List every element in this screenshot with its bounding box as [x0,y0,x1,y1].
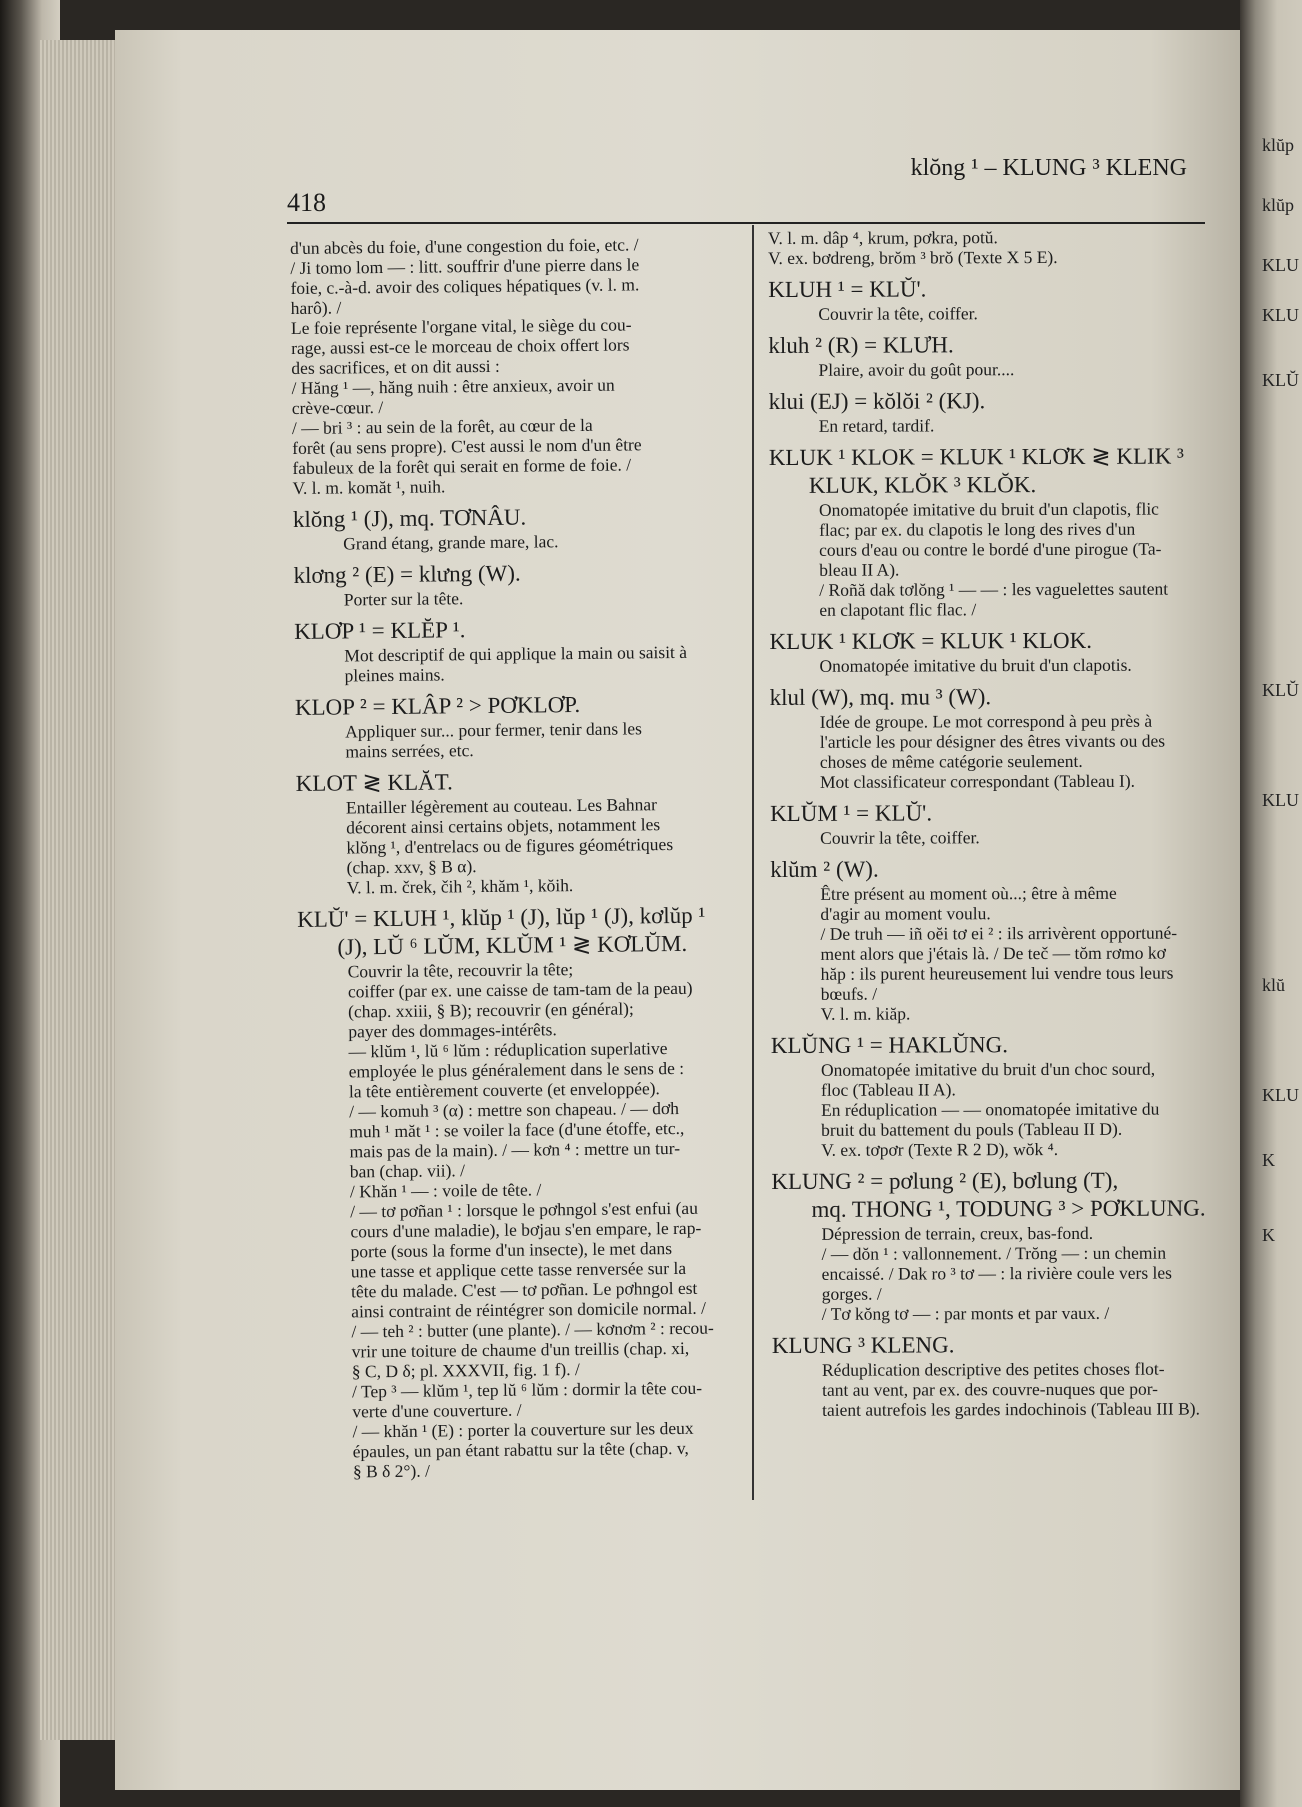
entry-text-line: En réduplication — — onomatopée imitative du [821,1098,1160,1120]
entry-headword: KLŬM ¹ = KLŬ'. [770,800,933,826]
left-column [290,233,751,1490]
entry-text-line: Couvrir la tête, coiffer. [818,303,978,324]
entry-headword: KLOP ² = KLÂP ² > PƠKLƠP. [294,691,581,720]
entry-text-line: § C, D δ; pl. XXXVII, fig. 1 f). / [351,1359,580,1382]
entry-text-line: Onomatopée imitative du bruit d'un clapotis. [819,654,1132,676]
dictionary-entry [296,765,745,898]
entry-text-line: Idée de groupe. Le mot correspond à peu près à [819,710,1153,732]
entry-text-line: Couvrir la tête, coiffer. [820,827,980,848]
entry-text-line: Le foie représente l'organe vital, le siège du cou- [290,314,632,338]
entry-text-line: en clapotant flic flac. / [819,599,977,620]
dictionary-entry [297,901,751,1482]
entry-text-line: § B δ 2°). / [352,1460,431,1482]
dictionary-entry [770,798,1222,848]
entry-text-line: employée le plus généralement dans le sens de : [348,1057,685,1082]
adjacent-page-fragment: KLU [1262,255,1299,275]
column-rule [752,225,754,1500]
entry-text-line: Mot classificateur correspondant (Tableau I). [819,770,1136,792]
entry-text-line: / — dŏn ¹ : vallonnement. / Trŏng — : un chemin [821,1242,1167,1264]
entry-text-line: mains serrées, etc. [345,740,474,762]
entry-continuation [768,226,1220,268]
entry-headword: klŏng ¹ (J), mq. TƠNÂU. [292,504,527,532]
entry-text-line: d'un abcès du foie, d'une congestion du foie, etc. / [290,234,639,258]
entry-text-line: / Khăn ¹ — : voile de tête. / [349,1179,542,1202]
dictionary-entry [769,442,1222,620]
entry-text-line: Être présent au moment où...; être à même [820,882,1117,904]
entry-text-line: payer des dommages-intérêts. [348,1019,557,1042]
entry-text-line: Réduplication descriptive des petites choses flot- [821,1358,1165,1380]
entry-text-line: Plaire, avoir du goût pour.... [818,359,1015,380]
entry-text-line: choses de même catégorie seulement. [819,750,1083,772]
dictionary-entry [768,274,1220,324]
entry-text-line: klŏng ¹, d'entrelacs ou de figures géométriques [346,834,674,858]
entry-text-line: En retard, tardif. [818,415,935,436]
entry-text-line: / Roñă dak tơlŏng ¹ — — : les vaguelettes sautent [819,578,1169,600]
entry-text-line: / — bri ³ : au sein de la forêt, au cœur de la [291,414,593,438]
entry-headword: KLUK ¹ KLOK = KLUK ¹ KLƠK ≷ KLIK ³ [768,443,1184,470]
entry-text-line: flac; par ex. du clapotis le long des rives d'un [819,518,1136,540]
entry-text-line: d'agir au moment voulu. [820,903,991,924]
entry-text-line: bruit du battement du pouls (Tableau II D). [821,1118,1123,1140]
entry-text-line: ban (chap. vii). / [349,1160,466,1182]
entry-text-line: Mot descriptif de qui applique la main ou saisit à [344,641,688,666]
dictionary-entry [293,557,741,610]
entry-text-line: cours d'eau ou contre le bordé d'une pirogue (Ta- [819,538,1162,560]
entry-text-line: une tasse et applique cette tasse renversée sur la [350,1257,687,1282]
adjacent-page-fragment: KLU [1262,305,1299,325]
entry-text-line: cours d'une maladie), le bơjau s'en empare, le rap- [350,1217,702,1242]
entry-continuation [290,233,741,498]
entry-text-line: Grand étang, grande mare, lac. [343,531,559,554]
entry-text-line: V. l. m. komăt ¹, nuih. [292,476,446,498]
entry-text-line: vrir une toiture de chaume d'un treillis (chap. xi, [351,1337,690,1362]
entry-text-line: décorent ainsi certains objets, notamment les [346,814,661,838]
entry-headword: KLUNG ² = pơlung ² (E), bơlung (T), [771,1167,1119,1194]
dictionary-entry [770,682,1222,792]
entry-headword: KLUH ¹ = KLŬ'. [768,276,927,302]
entry-text-line: V. ex. tơpơr (Texte R 2 D), wŏk ⁴. [821,1138,1059,1160]
entry-text-line: muh ¹ măt ¹ : se voiler la face (d'une étoffe, etc., [349,1117,685,1142]
entry-text-line: floc (Tableau II A). [820,1079,956,1100]
entry-headword: KLƠP ¹ = KLĔP ¹. [293,617,466,644]
entry-text-line: tant au vent, par ex. des couvre-nuques que por- [822,1378,1159,1400]
entry-text-line: Onomatopée imitative du bruit d'un clapotis, flic [818,498,1159,520]
entry-headword: KLŬ' = KLUH ¹, klŭp ¹ (J), lŭp ¹ (J), kơlŭp ¹ [297,902,706,932]
entry-headword-continuation: mq. THONG ¹, TODUNG ³ > PƠKLUNG. [811,1195,1206,1222]
entry-text-line: / — komuh ³ (α) : mettre son chapeau. / — dơh [349,1097,680,1122]
adjacent-page-fragment: KLU [1262,1085,1299,1105]
entry-text-line: pleines mains. [344,664,445,686]
entry-headword: KLUK ¹ KLƠK = KLUK ¹ KLOK. [769,627,1093,654]
entry-text-line: taient autrefois les gardes indochinois (Tableau III B). [822,1398,1200,1420]
entry-text-line: / Tơ kŏng tơ — : par monts et par vaux. / [821,1302,1110,1324]
entry-headword: klŭm ² (W). [770,856,879,882]
running-header: klŏng ¹ – KLUNG ³ KLENG [910,155,1187,181]
entry-headword: KLŬNG ¹ = HAKLŬNG. [770,1032,1008,1058]
entry-text-line: / Tep ³ — klŭm ¹, tep lŭ ⁶ lŭm : dormir la tête cou- [351,1377,703,1402]
dictionary-entry [768,330,1220,380]
entry-text-line: ainsi contraint de réintégrer son domicile normal. / [351,1297,707,1322]
dictionary-entry [295,689,744,762]
page-number: 418 [287,188,326,217]
entry-text-line: verte d'une couverture. / [352,1399,522,1422]
entry-text-line: tête du malade. C'est — tơ pơñan. Le pơhngol est [350,1277,698,1302]
entry-text-line: / — teh ² : butter (une plante). / — kơnơm ² : recou- [351,1317,714,1342]
adjacent-page-fragment: klŭp [1262,195,1295,215]
entry-text-line: V. l. m. kiăp. [820,1003,911,1024]
dictionary-entry [770,854,1223,1024]
adjacent-page-fragment: K [1262,1225,1275,1245]
entry-headword: klul (W), mq. mu ³ (W). [769,684,992,710]
entry-text-line: hăp : ils purent heureusement lui vendre tous leurs [820,962,1174,984]
adjacent-page-fragment: KLŬ [1262,680,1299,700]
entry-text-line: Porter sur la tête. [343,588,464,610]
entry-text-line: épaules, un pan étant rabattu sur la tête (chap. v, [352,1437,689,1462]
entry-text-line: Onomatopée imitative du bruit d'un choc sourd, [820,1058,1156,1080]
dictionary-entry [771,1166,1224,1324]
dictionary-entry [293,501,741,554]
dictionary-entry [771,1030,1223,1160]
entry-text-line: foie, c.-à-d. avoir des coliques hépatiques (v. l. m. [290,274,640,298]
entry-text-line: Entailler légèrement au couteau. Les Bahnar [345,794,658,818]
entry-headword: KLUNG ³ KLENG. [771,1332,955,1358]
dictionary-entry [769,386,1221,436]
entry-text-line: (chap. xxv, § B α). [346,856,477,878]
entry-text-line: / Ji tomo lom — : litt. souffrir d'une pierre dans le [290,254,640,278]
entry-text-line: Couvrir la tête, recouvrir la tête; [347,959,574,982]
adjacent-page-fragment: klŭ [1262,975,1286,995]
entry-text-line: fabuleux de la forêt qui serait en forme de foie. / [292,454,632,478]
entry-text-line: / De truh — iñ oĕi tơ ei ² : ils arrivèrent opportuné- [820,922,1178,944]
entry-text-line: des sacrifices, et on dit aussi : [291,355,500,378]
entry-headword-continuation: KLUK, KLŎK ³ KLŎK. [808,472,1037,498]
entry-text-line: — klŭm ¹, lŭ ⁶ lŭm : réduplication superlative [348,1038,668,1062]
entry-text-line: (chap. xxiii, § B); recouvrir (en général); [347,998,634,1022]
entry-text-line: crève-cœur. / [291,397,384,418]
entry-text-line: V. l. m. dâp ⁴, krum, pơkra, potŭ. [768,227,998,248]
entry-text-line: mais pas de la main). / — kơn ⁴ : mettre un tur- [349,1137,681,1162]
entry-text-line: / — tơ pơñan ¹ : lorsque le pơhngol s'est enfui (au [350,1197,698,1222]
entry-text-line: la tête entièrement couverte (et enveloppée). [348,1078,660,1102]
entry-headword: klui (EJ) = kŏlŏi ² (KJ). [768,388,986,414]
adjacent-page-fragment: klŭp [1262,135,1295,155]
entry-headword: KLOT ≷ KLĂT. [295,769,453,796]
entry-text-line: Appliquer sur... pour fermer, tenir dans les [345,718,642,742]
entry-text-line: l'article les pour désigner des êtres vivants ou des [819,730,1166,752]
right-column [768,226,1224,1428]
entry-text-line: ment alors que j'étais là. / De teč — tŏm rơmo kơ [820,942,1166,964]
entry-text-line: harô). / [290,297,342,318]
entry-text-line: / Hăng ¹ —, hăng nuih : être anxieux, avoir un [291,374,615,398]
adjacent-page-fragment: K [1262,1150,1275,1170]
entry-text-line: gorges. / [821,1283,882,1304]
entry-text-line: bleau II A). [819,559,900,580]
entry-text-line: Dépression de terrain, creux, bas-fond. [821,1222,1094,1244]
entry-headword: kluh ² (R) = KLƯH. [768,332,954,358]
entry-text-line: encaissé. / Dak ro ³ tơ — : la rivière coule vers les [821,1262,1172,1284]
entry-headword-continuation: (J), LŬ ⁶ LŬM, KLŬM ¹ ≷ KƠLŬM. [337,930,688,960]
dictionary-entry [769,626,1221,676]
entry-text-line: V. ex. bơdreng, brŏm ³ brŏ (Texte X 5 E). [768,246,1058,268]
entry-text-line: bœufs. / [820,983,878,1004]
dictionary-entry [772,1330,1224,1420]
adjacent-page-edge [1240,0,1302,1807]
header-rule [287,222,1205,224]
entry-headword: klơng ² (E) = klưng (W). [293,560,521,588]
entry-text-line: V. l. m. črek, čih ², khăm ¹, kŏih. [346,875,574,898]
adjacent-page-fragment: KLŬ [1262,370,1299,390]
adjacent-page-fragment: KLU [1262,790,1299,810]
entry-text-line: / — khăn ¹ (E) : porter la couverture sur les deux [352,1417,694,1442]
entry-text-line: coiffer (par ex. une caisse de tam-tam de la peau) [347,977,693,1002]
entry-text-line: forêt (au sens propre). C'est aussi le nom d'un être [292,434,642,458]
entry-text-line: porte (sous la forme d'un insecte), le met dans [350,1238,673,1262]
entry-text-line: rage, aussi est-ce le morceau de choix offert lors [291,334,630,358]
dictionary-entry [294,613,743,686]
